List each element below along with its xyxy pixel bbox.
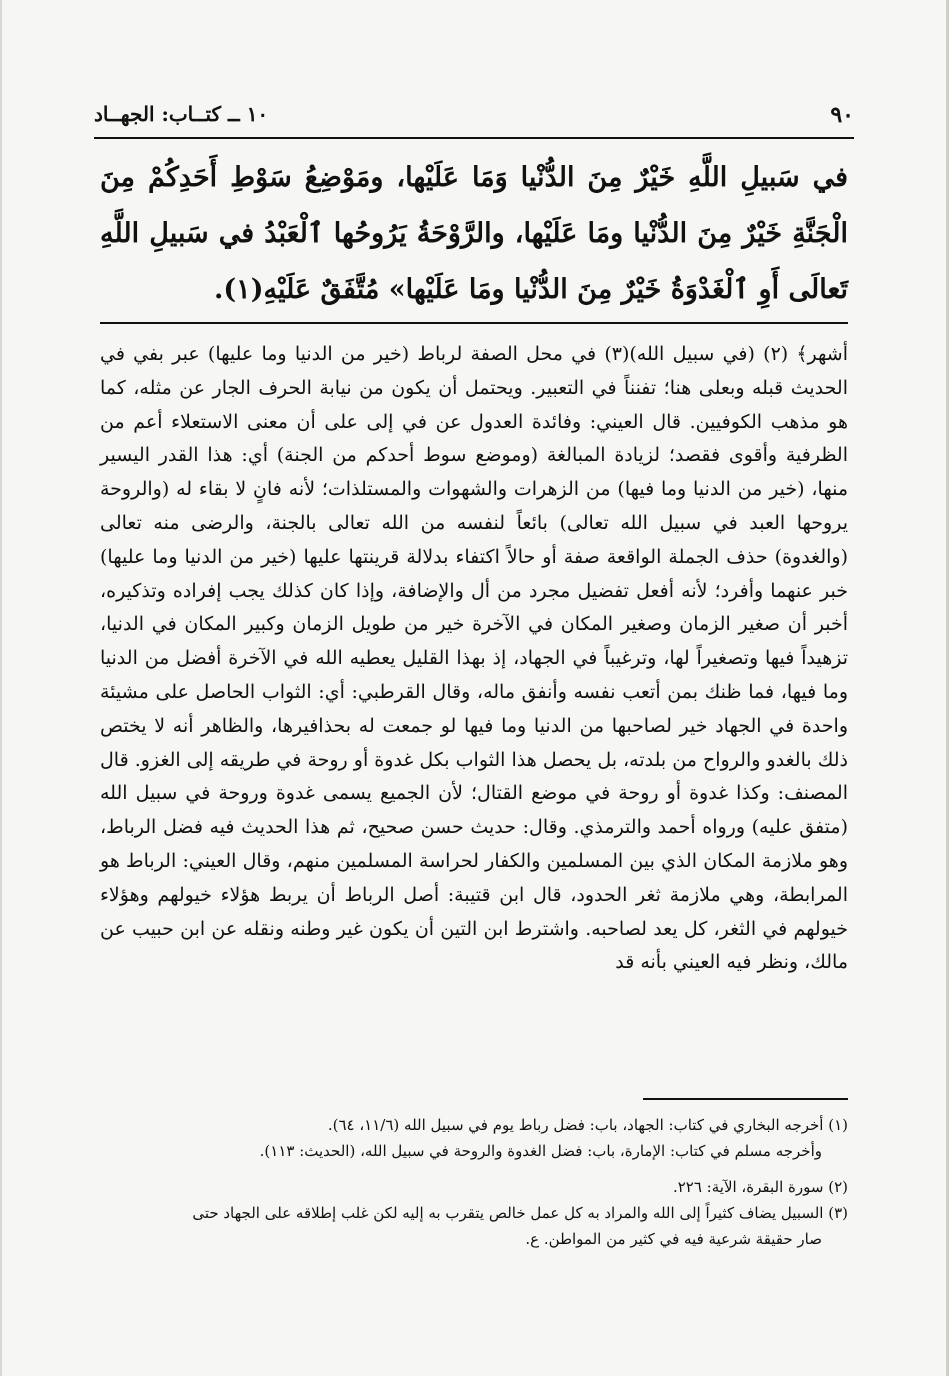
footnote-2: (٢) سورة البقرة، الآية: ٢٢٦.: [672, 1178, 848, 1196]
hadith-text: في سَبيلِ اللَّهِ خَيْرٌ مِنَ الدُّنْيا وَمَا عَلَيْها، ومَوْضِعُ سَوْطِ أَحَدِكُمْ مِنَ الْجَنَّةِ خَيْرٌ مِنَ الدُّنْيا ومَا عَلَيْها، والرَّوْحَةُ يَرُوحُها ٱلْعَبْدُ في سَبيلِ اللَّهِ تَعالَى أَوِ ٱلْغَدْوَةُ خَيْرٌ مِنَ الدُّنْيا ومَا عَلَيْها» مُتَّفَقٌ عَلَيْهِ(١).: [100, 162, 848, 305]
page-header: [94, 96, 854, 136]
footnotes: [100, 1112, 848, 1252]
header-divider: [94, 137, 854, 139]
footnote-divider: [643, 1098, 848, 1100]
page-number: ٩٠: [830, 102, 854, 128]
commentary: [100, 338, 848, 980]
footnote-1: (١) أخرجه البخاري في كتاب: الجهاد، باب: فضل رباط يوم في سبيل الله (١١/٦، ٦٤).: [327, 1116, 848, 1134]
footnote-3-continued: صار حقيقة شرعية فيه في كثير من المواطن. ع.: [525, 1230, 822, 1248]
running-title: ١٠ ــ كتــاب: الجهــاد: [94, 102, 269, 126]
hadith-divider: [100, 322, 848, 324]
footnote-3: (٣) السبيل يضاف كثيراً إلى الله والمراد به كل عمل خالص يتقرب به إليه لكن غلب إطلاقه على الجهاد حتى: [192, 1204, 848, 1222]
commentary-paragraph: أشهر﴾ (٢) (في سبيل الله)(٣) في محل الصفة لرباط (خير من الدنيا وما عليها) عبر بفي في الحديث قبله وبعلى هنا؛ تفنناً في التعبير. ويحتمل أن يكون من نيابة الحرف الجار عن مثله، كما هو مذهب الكوفيين. قال العيني: وفائدة العدول عن في إلى على أن معنى الاستعلاء أعم من الظرفية وأقوى فقصد؛ لزيادة المبالغة (وموضع سوط أحدكم من الجنة) أي: هذا القدر اليسير منها، (خير من الدنيا وما فيها) من الزهرات والشهوات والمستلذات؛ لأنه فانٍ لا بقاء له (والروحة يروحها العبد في سبيل الله تعالى) بائعاً لنفسه من الله تعالى بالجنة، والرضى منه تعالى (والغدوة) حذف الجملة الواقعة صفة أو حالاً اكتفاء بدلالة قرينتها عليها (خير من الدنيا وما عليها) خبر عنهما وأفرد؛ لأنه أفعل تفضيل مجرد من أل والإضافة، وإذا كان كذلك يجب إفراده وتذكيره، أخبر أن صغير الزمان وصغير المكان في الآخرة خير من طويل الزمان وكبير المكان في الدنيا، تزهيداً فيها وتصغيراً لها، وترغيباً في الجهاد، إذ بهذا القليل يعطيه الله في الآخرة أفضل من الدنيا وما فيها، فما ظنك بمن أتعب نفسه وأنفق ماله، وقال القرطبي: أي: الثواب الحاصل على مشيئة واحدة في الجهاد خير لصاحبها من الدنيا وما فيها لو جمعت له بحذافيرها، والظاهر أنه لا يختص ذلك بالغدو والرواح من بلدته، بل يحصل هذا الثواب بكل غدوة أو روحة في طريقه إلى الغزو. قال المصنف: وكذا غدوة أو روحة في موضع القتال؛ لأن الجميع يسمى غدوة وروحة في سبيل الله (متفق عليه) ورواه أحمد والترمذي. وقال: حديث حسن صحيح، ثم هذا الحديث فيه فضل الرباط، وهو ملازمة المكان الذي بين المسلمين والكفار لحراسة المسلمين منهم، وقال العيني: الرباط هو المرابطة، وهي ملازمة ثغر الحدود، قال ابن قتيبة: أصل الرباط أن يربط هؤلاء خيولهم وهؤلاء خيولهم في الثغر، كل يعد لصاحبه. واشترط ابن التين أن يكون غير وطنه ونقله عن ابن حبيب عن مالك، ونظر فيه العيني بأنه قد: [100, 343, 848, 974]
footnote-1-continued: وأخرجه مسلم في كتاب: الإمارة، باب: فضل الغدوة والروحة في سبيل الله، (الحديث: ١١٣).: [259, 1142, 822, 1160]
